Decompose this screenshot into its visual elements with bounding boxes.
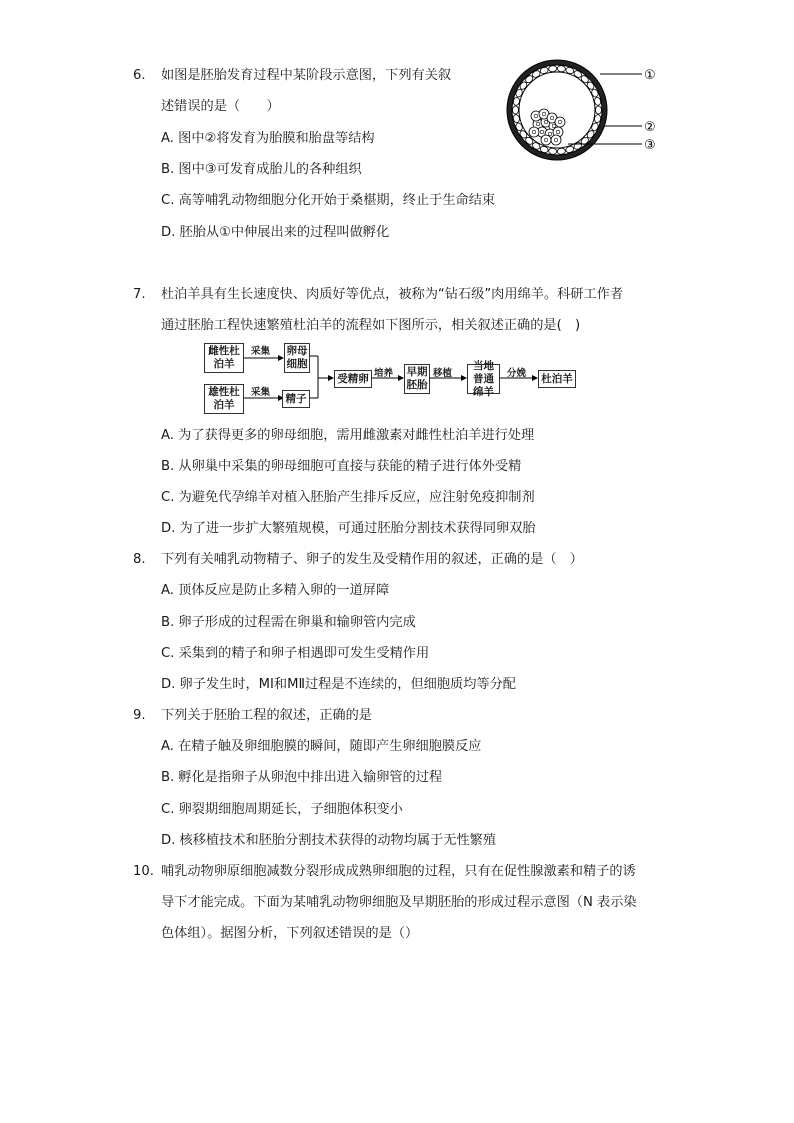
q8-number: 8.: [133, 552, 146, 567]
q9-option-a: A. 在精子触及卵细胞膜的瞬间，随即产生卵细胞膜反应: [161, 739, 482, 754]
flow-box-early-embryo: 早期胚胎: [404, 364, 430, 394]
q9-option-d: D. 核移植技术和胚胎分割技术获得的动物均属于无性繁殖: [161, 833, 497, 848]
q9-option-c: C. 卵裂期细胞周期延长，子细胞体积变小: [161, 802, 403, 817]
flow-box-zygote: 受精卵: [334, 370, 372, 388]
q9-option-b: B. 孵化是指卵子从卵泡中排出进入输卵管的过程: [161, 770, 443, 785]
label-1: ①: [644, 68, 656, 83]
q6-option-d: D. 胚胎从①中伸展出来的过程叫做孵化: [161, 225, 390, 240]
flow-chart: [200, 340, 580, 416]
label-3: ③: [644, 138, 656, 153]
blastocyst-figure: [500, 58, 670, 173]
flow-box-result: 杜泊羊: [538, 370, 576, 388]
q10-number: 10.: [133, 864, 154, 879]
q7-stem-line1: 杜泊羊具有生长速度快、肉质好等优点，被称为“钻石级”肉用绵羊。科研工作者: [161, 287, 624, 302]
inner-cell: [541, 135, 551, 145]
q8-option-d: D. 卵子发生时，MⅠ和MⅡ过程是不连续的，但细胞质均等分配: [161, 677, 516, 692]
trophoblast-cell: [596, 106, 602, 114]
trophoblast-cell: [557, 148, 566, 155]
q10-stem-line2: 导下才能完成。下面为某哺乳动物卵细胞及早期胚胎的形成过程示意图（N 表示染: [161, 895, 637, 910]
flow-box-sperm: 精子: [282, 390, 310, 408]
q8-option-c: C. 采集到的精子和卵子相遇即可发生受精作用: [161, 646, 430, 661]
trophoblast-cell: [513, 106, 519, 114]
flow-box-female: 雌性杜泊羊: [204, 343, 244, 373]
inner-cell: [555, 117, 565, 127]
q7-option-c: C. 为避免代孕绵羊对植入胚胎产生排斥反应，应注射免疫抑制剂: [161, 490, 535, 505]
q7-option-b: B. 从卵巢中采集的卵母细胞可直接与获能的精子进行体外受精: [161, 459, 522, 474]
q6-option-b: B. 图中③可发育成胎儿的各种组织: [161, 162, 362, 177]
q9-number: 9.: [133, 708, 146, 723]
q6-stem-line1: 如图是胚胎发育过程中某阶段示意图，下列有关叙: [161, 68, 452, 83]
q7-option-d: D. 为了进一步扩大繁殖规模，可通过胚胎分割技术获得同卵双胎: [161, 521, 536, 536]
q8-option-a: A. 顶体反应是防止多精入卵的一道屏障: [161, 583, 390, 598]
q6-stem-line2: 述错误的是（ ）: [161, 99, 280, 114]
trophoblast-cell: [548, 148, 557, 155]
flow-label-transfer: 移植: [433, 368, 453, 379]
q6-number: 6.: [133, 68, 146, 83]
flow-label-culture: 培养: [374, 368, 394, 379]
inner-cell: [551, 135, 561, 145]
q6-option-a: A. 图中②将发育为胎膜和胎盘等结构: [161, 131, 375, 146]
q10-stem-line1: 哺乳动物卵原细胞减数分裂形成成熟卵细胞的过程，只有在促性腺激素和精子的诱: [161, 864, 636, 879]
q7-option-a: A. 为了获得更多的卵母细胞，需用雌激素对雌性杜泊羊进行处理: [161, 428, 535, 443]
q10-stem-line3: 色体组）。据图分析，下列叙述错误的是（）: [161, 926, 419, 941]
trophoblast-cell: [557, 65, 566, 72]
q7-number: 7.: [133, 287, 146, 302]
label-2: ②: [644, 120, 656, 135]
flow-box-surrogate: 当地普通绵羊: [467, 364, 500, 394]
flow-label-collect-1: 采集: [251, 346, 271, 357]
inner-cell: [529, 127, 539, 137]
flow-label-birth: 分娩: [507, 368, 527, 379]
flow-box-egg: 卵母细胞: [284, 343, 310, 373]
flow-label-collect-2: 采集: [251, 387, 271, 398]
q8-option-b: B. 卵子形成的过程需在卵巢和输卵管内完成: [161, 615, 416, 630]
q7-stem-line2: 通过胚胎工程快速繁殖杜泊羊的流程如下图所示，相关叙述正确的是( ): [161, 318, 581, 333]
q8-stem: 下列有关哺乳动物精子、卵子的发生及受精作用的叙述，正确的是（ ）: [161, 552, 583, 567]
flow-box-male: 雄性杜泊羊: [204, 384, 244, 414]
trophoblast-cell: [548, 65, 557, 72]
q9-stem: 下列关于胚胎工程的叙述，正确的是: [161, 708, 372, 723]
q6-option-c: C. 高等哺乳动物细胞分化开始于桑椹期，终止于生命结束: [161, 193, 496, 208]
